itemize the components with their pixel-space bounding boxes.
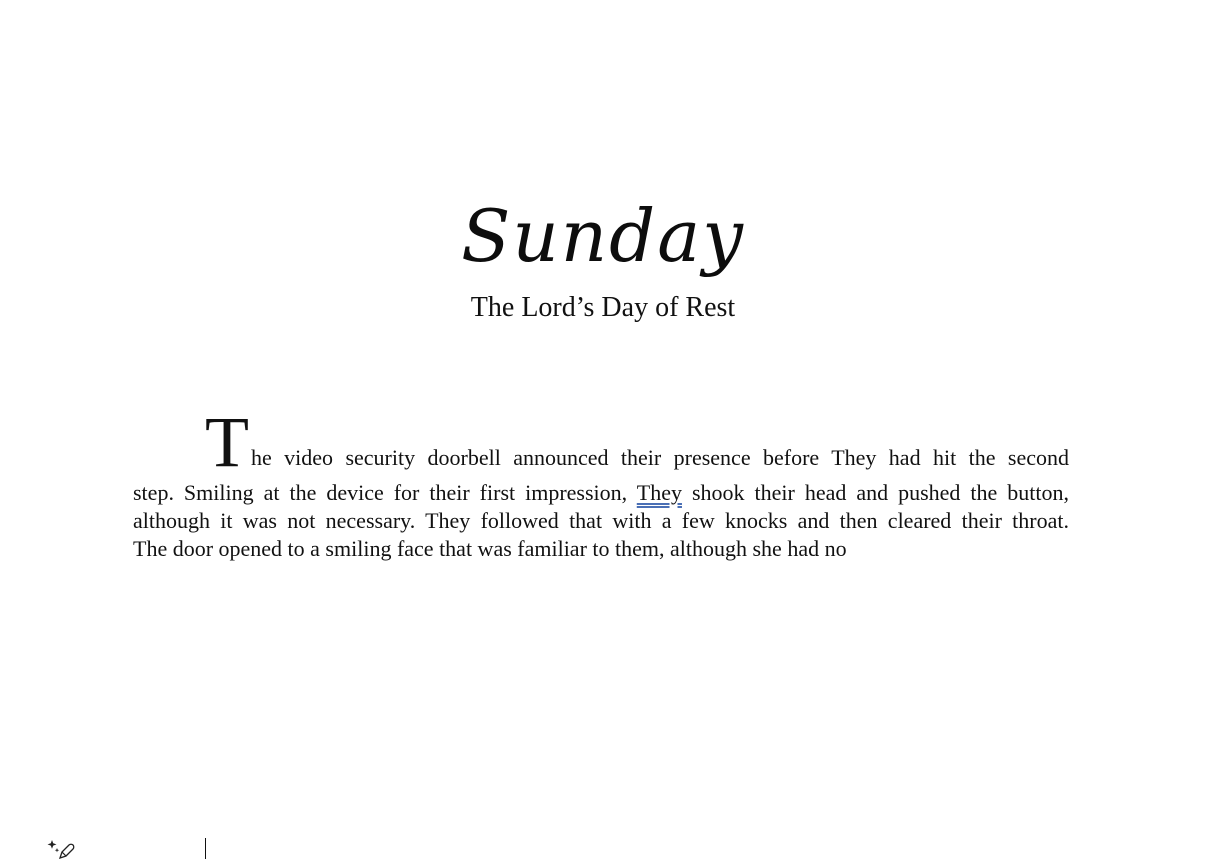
body-paragraph[interactable]: [133, 402, 1069, 563]
paragraph-line-1: he video security doorbell announced their presence before They had hit the second: [250, 445, 1069, 470]
drop-cap: T: [205, 402, 249, 482]
paragraph-line-3: although it was not necessary. They followed that with a few knocks and then cleared their throat.: [133, 508, 1069, 533]
line-2-before: step. Smiling at the device for their first impression,: [133, 480, 637, 505]
grammar-flagged-word[interactable]: They: [636, 480, 682, 505]
paragraph-line-4: The door opened to a smiling face that was familiar to them, although she had no: [133, 536, 847, 561]
text-cursor: [205, 838, 206, 859]
document-title: Sunday: [461, 194, 745, 278]
ai-pen-sparkle-icon[interactable]: [46, 838, 76, 859]
document-subtitle: The Lord’s Day of Rest: [470, 292, 736, 323]
line-2-after: shook their head and pushed the button,: [681, 480, 1069, 505]
paragraph-first-line: [133, 402, 1069, 482]
paragraph-line-2: [133, 479, 1069, 507]
